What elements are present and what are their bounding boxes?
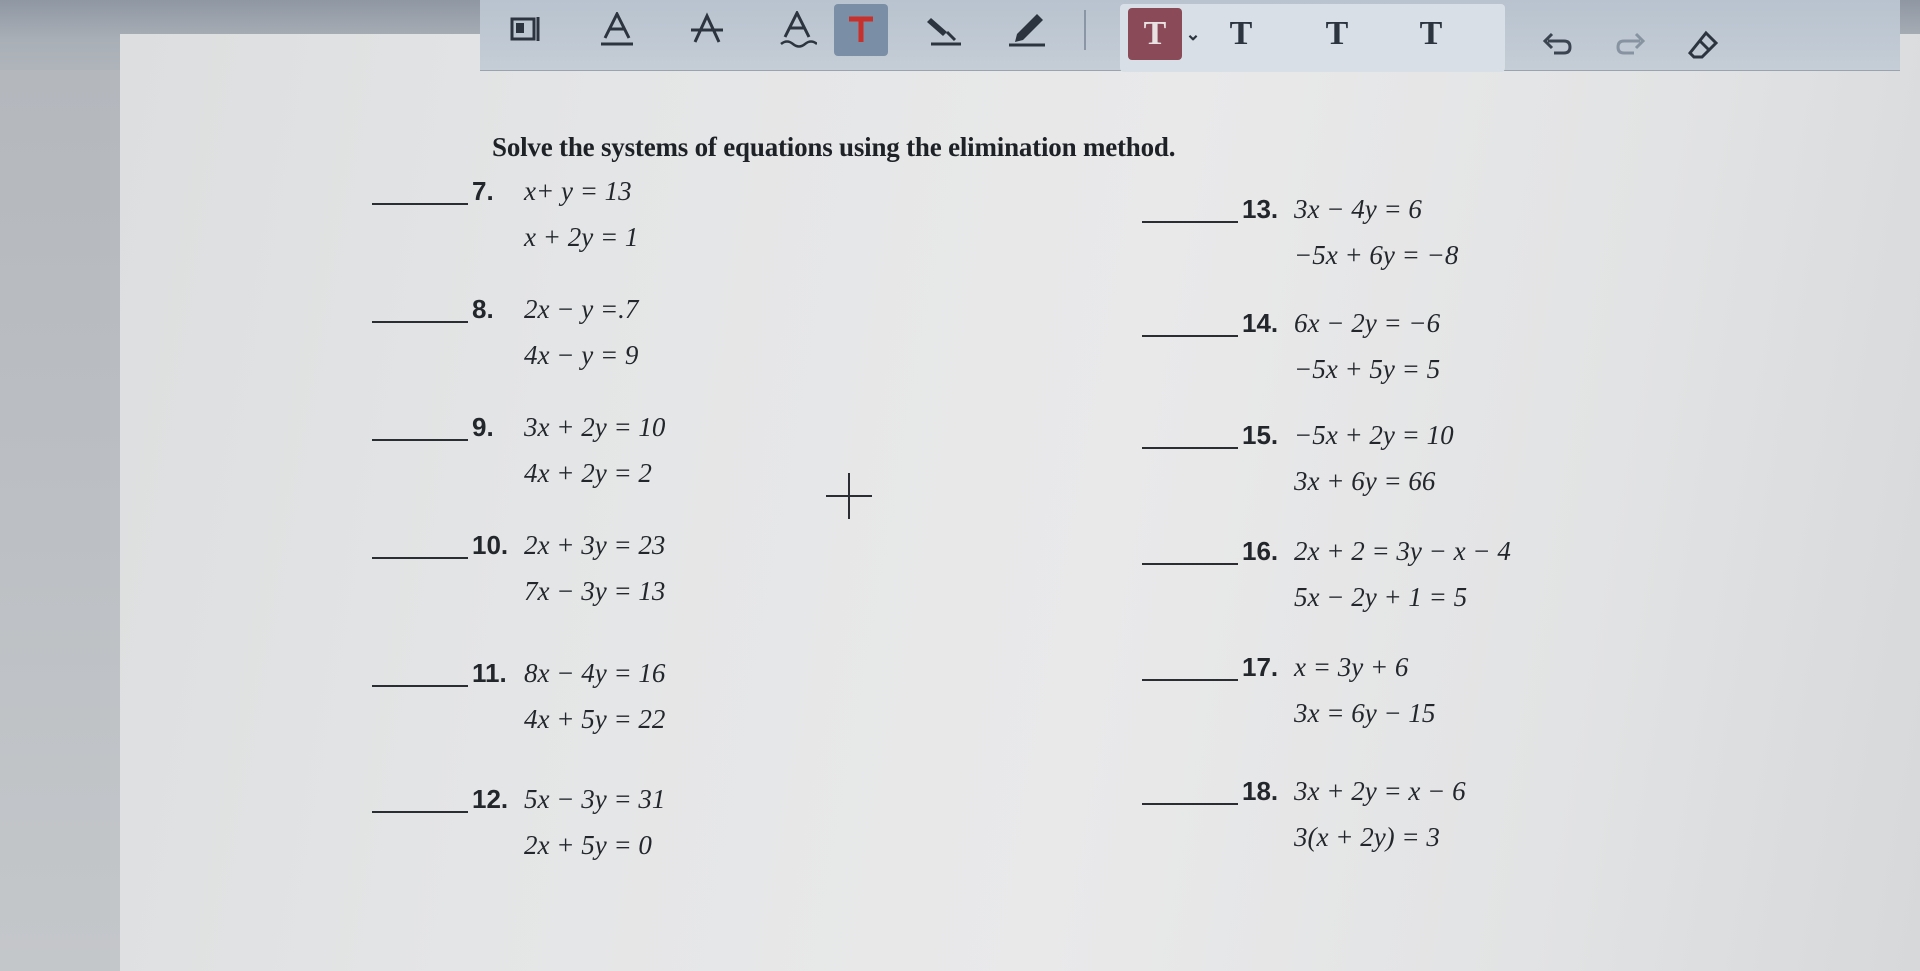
problem-number: 9. bbox=[472, 412, 494, 442]
toolbar-divider bbox=[1084, 10, 1086, 50]
equation-1: 2x + 3y = 23 bbox=[524, 530, 666, 560]
answer-blank[interactable] bbox=[372, 321, 468, 323]
marker-icon[interactable] bbox=[1000, 4, 1054, 56]
answer-blank[interactable] bbox=[1142, 679, 1238, 681]
text-style-label: T bbox=[1419, 15, 1443, 52]
text-edit-icon[interactable] bbox=[500, 4, 554, 56]
problem-number: 15. bbox=[1242, 420, 1279, 450]
equation-2: −5x + 6y = −8 bbox=[1294, 240, 1459, 270]
squiggly-a-icon[interactable] bbox=[770, 4, 824, 56]
answer-blank[interactable] bbox=[1142, 447, 1238, 449]
highlighter-icon[interactable] bbox=[918, 4, 972, 56]
equation-2: −5x + 5y = 5 bbox=[1294, 354, 1441, 384]
problem-number: 14. bbox=[1242, 308, 1279, 338]
equation-2: x + 2y = 1 bbox=[524, 222, 639, 252]
text-style-large[interactable] bbox=[1404, 8, 1458, 60]
equation-1: 6x − 2y = −6 bbox=[1294, 308, 1441, 338]
answer-blank[interactable] bbox=[372, 557, 468, 559]
undo-icon[interactable] bbox=[1530, 18, 1584, 70]
font-select-label: T bbox=[1143, 15, 1167, 52]
annotation-toolbar bbox=[480, 0, 1900, 71]
text-style-label: T bbox=[1229, 15, 1253, 52]
equation-1: x = 3y + 6 bbox=[1294, 652, 1409, 682]
problem-number: 12. bbox=[472, 784, 509, 814]
problem-number: 18. bbox=[1242, 776, 1279, 806]
equation-2: 3x = 6y − 15 bbox=[1294, 698, 1436, 728]
equation-1: 2x + 2 = 3y − x − 4 bbox=[1294, 536, 1511, 566]
equation-1: 3x + 2y = 10 bbox=[524, 412, 666, 442]
crosshair-cursor-icon bbox=[824, 471, 874, 521]
equation-2: 3x + 6y = 66 bbox=[1294, 466, 1436, 496]
problem-number: 16. bbox=[1242, 536, 1279, 566]
text-style-medium[interactable] bbox=[1310, 8, 1364, 60]
equation-1: x+ y = 13 bbox=[524, 176, 632, 206]
eraser-icon[interactable] bbox=[1676, 18, 1730, 70]
redo-icon[interactable] bbox=[1604, 18, 1658, 70]
problem-number: 10. bbox=[472, 530, 509, 560]
equation-2: 4x + 2y = 2 bbox=[524, 458, 652, 488]
worksheet-page bbox=[120, 34, 1920, 971]
chevron-down-icon[interactable]: ⌄ bbox=[1185, 23, 1201, 44]
text-style-regular[interactable] bbox=[1214, 8, 1268, 60]
answer-blank[interactable] bbox=[372, 811, 468, 813]
font-style-group bbox=[1120, 4, 1505, 72]
problem-number: 7. bbox=[472, 176, 494, 206]
equation-1: 3x − 4y = 6 bbox=[1294, 194, 1422, 224]
instruction-text: Solve the systems of equations using the elimination method. bbox=[492, 132, 1176, 162]
equation-1: 5x − 3y = 31 bbox=[524, 784, 666, 814]
equation-1: 8x − 4y = 16 bbox=[524, 658, 666, 688]
answer-blank[interactable] bbox=[372, 685, 468, 687]
problem-number: 17. bbox=[1242, 652, 1279, 682]
answer-blank[interactable] bbox=[372, 203, 468, 205]
problem-number: 13. bbox=[1242, 194, 1279, 224]
text-box-icon[interactable] bbox=[834, 4, 888, 56]
equation-1: 2x − y =.7 bbox=[524, 294, 639, 324]
answer-blank[interactable] bbox=[372, 439, 468, 441]
equation-2: 5x − 2y + 1 = 5 bbox=[1294, 582, 1468, 612]
font-select-button[interactable] bbox=[1128, 8, 1182, 60]
answer-blank[interactable] bbox=[1142, 803, 1238, 805]
page-margin bbox=[0, 70, 120, 971]
equation-1: −5x + 2y = 10 bbox=[1294, 420, 1454, 450]
problem-number: 11. bbox=[472, 658, 507, 688]
equation-1: 3x + 2y = x − 6 bbox=[1294, 776, 1466, 806]
answer-blank[interactable] bbox=[1142, 335, 1238, 337]
equation-2: 2x + 5y = 0 bbox=[524, 830, 652, 860]
underline-a-icon[interactable] bbox=[590, 4, 644, 56]
text-style-label: T bbox=[1325, 15, 1349, 52]
equation-2: 7x − 3y = 13 bbox=[524, 576, 666, 606]
equation-2: 3(x + 2y) = 3 bbox=[1294, 822, 1440, 852]
answer-blank[interactable] bbox=[1142, 221, 1238, 223]
answer-blank[interactable] bbox=[1142, 563, 1238, 565]
equation-2: 4x + 5y = 22 bbox=[524, 704, 666, 734]
equation-2: 4x − y = 9 bbox=[524, 340, 639, 370]
problem-number: 8. bbox=[472, 294, 494, 324]
strikethrough-a-icon[interactable] bbox=[680, 4, 734, 56]
